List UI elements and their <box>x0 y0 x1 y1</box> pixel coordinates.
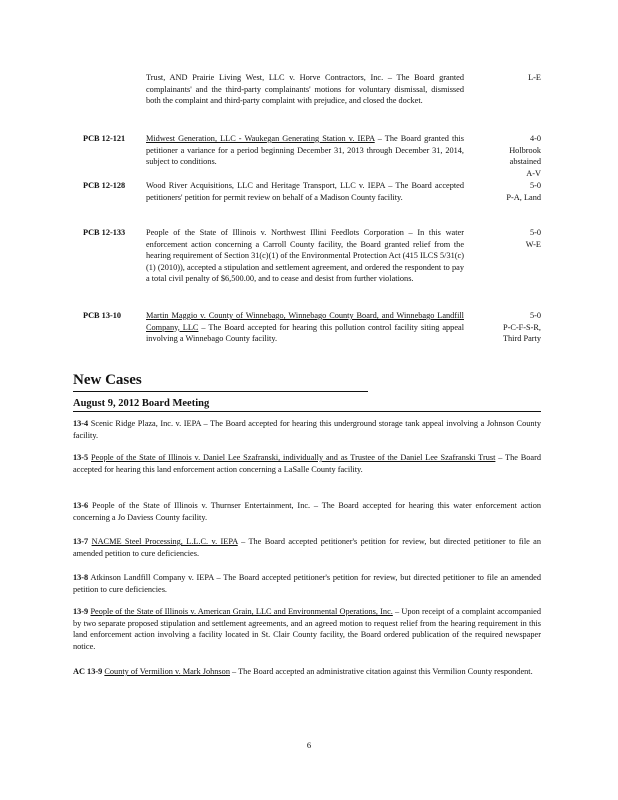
case-description: People of the State of Illinois v. Thurnser Entertainment, Inc. – The Board accepted for hearing this water enforcement action concerning a Jo Daviess County facility. <box>73 501 541 522</box>
new-case <box>73 606 541 652</box>
vote-result: 5-0 W-E <box>525 228 541 249</box>
vote-result: 5-0 P-C-F-S-R, Third Party <box>502 311 541 344</box>
case-caption: People of the State of Illinois v. Daniel Lee Szafranski, individually and as Trustee of the Daniel Lee Szafranski Trust <box>91 453 496 462</box>
case-description: – Upon receipt of a complaint accompanied by two separate proposed stipulation and settlement agreements, and an agreed motion to request relief from the hearing requirement in this land enforcement action involving a facility located in St. Clair County facility, the Board ordered publication of the required newspaper notice. <box>73 607 541 651</box>
new-case <box>73 500 541 523</box>
new-case <box>73 572 541 595</box>
vote-result: L-E <box>528 73 541 82</box>
case-caption: Midwest Generation, LLC - Waukegan Generating Station v. IEPA <box>146 134 375 143</box>
page-number: 6 <box>306 740 312 750</box>
case-number: 13-7 <box>73 537 89 546</box>
case-description: Scenic Ridge Plaza, Inc. v. IEPA – The Board accepted for hearing this underground storage tank appeal involving a Johnson County facility. <box>73 419 541 440</box>
case-number: 13-6 <box>73 501 89 510</box>
entry-text: Trust, AND Prairie Living West, LLC v. Horve Contractors, Inc. – The Board granted complainants' and the third-party complainants' motions for voluntary dismissal, dismissed both the complaint and third-party complaint with prejudice, and closed the docket. <box>146 73 464 106</box>
new-case <box>73 452 541 475</box>
entry-text <box>146 133 464 168</box>
docket-number: PCB 12-128 <box>83 181 126 190</box>
entry-text: People of the State of Illinois v. Northwest Illini Feedlots Corporation – In this water enforcement action concerning a Carroll County facility, the Board granted relief from the hearing requirement of Section 31(c)(1) of the Environmental Protection Act (415 ILCS 5/31(c)(1) (2010)), accepted a stipulation and settlement agreement, and ordered the respondent to pay a total civil penalty of $6,500.00, and to cease and desist from further violations. <box>146 228 464 284</box>
case-description: Atkinson Landfill Company v. IEPA – The Board accepted petitioner's petition for review, but directed petitioner to file an amended petition to cure deficiencies. <box>73 573 541 594</box>
vote-result: 5-0 P-A, Land <box>506 181 541 202</box>
case-description: – The Board accepted for hearing this land enforcement action concerning a LaSalle County facility. <box>73 453 541 474</box>
docket-number: PCB 12-121 <box>83 134 126 143</box>
entry-text: Wood River Acquisitions, LLC and Heritage Transport, LLC v. IEPA – The Board accepted petitioners' petition for permit review on behalf of a Madison County facility. <box>146 181 464 202</box>
new-case <box>73 418 541 441</box>
meeting-title: August 9, 2012 Board Meeting <box>73 398 210 409</box>
meeting-rule <box>73 411 541 412</box>
section-title: New Cases <box>73 372 142 388</box>
new-case <box>73 536 541 559</box>
case-caption: County of Vermilion v. Mark Johnson <box>104 667 230 676</box>
entry-description: – The Board accepted for hearing this pollution control facility siting appeal involving a Winnebago County facility. <box>146 322 464 344</box>
case-number: 13-9 <box>73 607 89 616</box>
case-description: – The Board accepted an administrative citation against this Vermilion County respondent. <box>229 667 533 676</box>
new-case <box>73 666 541 678</box>
docket-number: PCB 12-133 <box>83 228 126 237</box>
case-description: – The Board accepted petitioner's petition for review, but directed petitioner to file an amended petition to cure deficiencies. <box>73 537 541 558</box>
case-number: 13-5 <box>73 453 89 462</box>
case-caption: NACME Steel Processing, L.L.C. v. IEPA <box>91 537 238 546</box>
section-rule <box>73 391 368 392</box>
case-number: AC 13-9 <box>73 667 103 676</box>
case-number: 13-4 <box>73 419 89 428</box>
case-caption: People of the State of Illinois v. American Grain, LLC and Environmental Operations, Inc. <box>90 607 393 616</box>
docket-number: PCB 13-10 <box>83 311 122 320</box>
entry-text <box>146 310 464 345</box>
entry-description: – The Board granted this petitioner a variance for a period beginning December 31, 2013 through December 31, 2014, subject to conditions. <box>146 134 464 167</box>
vote-result: 4-0 Holbrook abstained A-V <box>509 134 541 178</box>
case-caption: Martin Maggio v. County of Winnebago, Winnebago County Board, and Winnebago Landfill Company, LLC <box>146 311 464 332</box>
case-number: 13-8 <box>73 573 89 582</box>
